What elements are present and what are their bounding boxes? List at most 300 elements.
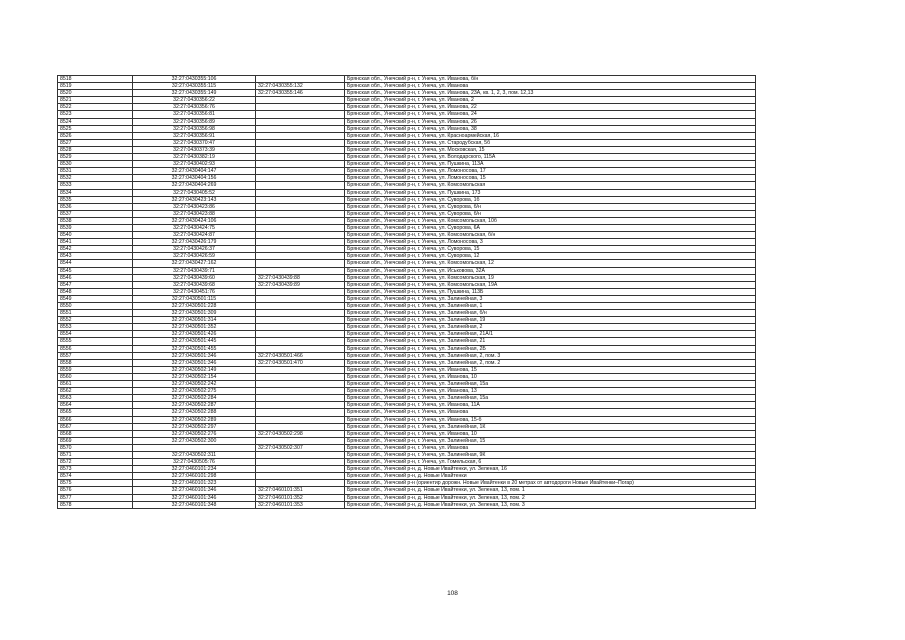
cell-address: Брянская обл., Унечский р-н, г. Унеча, ул. Ломоносова, 17 (345, 168, 756, 175)
cell-row-number: 8531 (58, 168, 133, 175)
cell-row-number: 8554 (58, 331, 133, 338)
cell-parent-cadastral-number (256, 437, 345, 444)
cell-address: Брянская обл., Унечский р-н, д. Новые Ивайтенки (345, 473, 756, 480)
cell-row-number: 8534 (58, 189, 133, 196)
cell-parent-cadastral-number: 32:27:0460101:352 (256, 494, 345, 501)
table-row (58, 487, 756, 494)
cell-parent-cadastral-number: 32:27:0430502:307 (256, 444, 345, 451)
cell-address: Брянская обл., Унечский р-н, г. Унеча, ул. Комсомольская, 19А (345, 281, 756, 288)
cell-cadastral-number: 32:27:0430405:52 (133, 189, 256, 196)
cell-cadastral-number: 32:27:0430502:276 (133, 430, 256, 437)
cell-parent-cadastral-number (256, 76, 345, 83)
cell-row-number: 8550 (58, 303, 133, 310)
cell-parent-cadastral-number: 32:27:0430355:146 (256, 90, 345, 97)
table-row (58, 451, 756, 458)
cell-cadastral-number: 32:27:0460101:346 (133, 494, 256, 501)
cell-address: Брянская обл., Унечский р-н, г. Унеча, ул. Суворова, 15 (345, 246, 756, 253)
table-row (58, 409, 756, 416)
cell-address: Брянская обл., Унечский р-н, г. Унеча, ул. Иванова, 24 (345, 111, 756, 118)
cell-address: Брянская обл., Унечский р-н, г. Унеча, ул. Пушкина, 113А (345, 161, 756, 168)
cell-row-number: 8568 (58, 430, 133, 437)
cell-cadastral-number: 32:27:0430501:115 (133, 295, 256, 302)
cell-address: Брянская обл., Унечский р-н, г. Унеча, ул. Иванова, 15-б (345, 416, 756, 423)
cell-address: Брянская обл., Унечский р-н, г. Унеча, ул. Иванова, 22 (345, 104, 756, 111)
cell-cadastral-number: 32:27:0460101:298 (133, 473, 256, 480)
cell-cadastral-number: 32:27:0430355:115 (133, 83, 256, 90)
cell-address: Брянская обл., Унечский р-н, г. Унеча, ул. Суворова, б/н (345, 210, 756, 217)
cell-row-number: 8577 (58, 494, 133, 501)
cell-address: Брянская обл., Унечский р-н, г. Унеча, ул. Суворова, 1б (345, 196, 756, 203)
cell-parent-cadastral-number (256, 182, 345, 189)
cell-cadastral-number: 32:27:0430501:352 (133, 324, 256, 331)
cell-parent-cadastral-number (256, 175, 345, 182)
table-row (58, 189, 756, 196)
cell-parent-cadastral-number (256, 232, 345, 239)
cell-parent-cadastral-number: 32:27:0430502:298 (256, 430, 345, 437)
cell-parent-cadastral-number (256, 132, 345, 139)
cell-cadastral-number: 32:27:0430402:93 (133, 161, 256, 168)
cell-parent-cadastral-number (256, 480, 345, 487)
cell-parent-cadastral-number (256, 373, 345, 380)
table-row (58, 196, 756, 203)
table-row (58, 154, 756, 161)
cell-parent-cadastral-number (256, 395, 345, 402)
cell-cadastral-number: 32:27:0430426:59 (133, 253, 256, 260)
cell-parent-cadastral-number (256, 317, 345, 324)
cell-parent-cadastral-number (256, 168, 345, 175)
cell-row-number: 8536 (58, 203, 133, 210)
cell-address: Брянская обл., Унечский р-н, г. Унеча, ул. Красноармейская, 16 (345, 132, 756, 139)
cell-cadastral-number: 32:27:0430501:455 (133, 345, 256, 352)
cell-row-number: 8524 (58, 118, 133, 125)
table-row (58, 118, 756, 125)
cell-row-number: 8542 (58, 246, 133, 253)
cell-row-number: 8558 (58, 359, 133, 366)
table-row (58, 104, 756, 111)
cell-address: Брянская обл., Унечский р-н, г. Унеча, ул. Залинейная, б/н (345, 310, 756, 317)
cell-address: Брянская обл., Унечский р-н, г. Унеча, ул. Комсомольская, 19 (345, 274, 756, 281)
cell-parent-cadastral-number: 32:27:0460101:351 (256, 487, 345, 494)
cell-row-number: 8565 (58, 409, 133, 416)
cell-cadastral-number: 32:27:0430355:106 (133, 76, 256, 83)
cell-cadastral-number: 32:27:0430356:89 (133, 118, 256, 125)
table-body (58, 76, 756, 509)
cell-parent-cadastral-number (256, 125, 345, 132)
cell-address: Брянская обл., Унечский р-н, г. Унеча, ул. Комсомольская (345, 182, 756, 189)
cell-address: Брянская обл., Унечский р-н, г. Унеча, ул. Суворова, 6А (345, 224, 756, 231)
cell-row-number: 8562 (58, 388, 133, 395)
cell-address: Брянская обл., Унечский р-н, д. Новые Ивайтенки, ул. Зеленая, 13, пом. 3 (345, 501, 756, 508)
cell-address: Брянская обл., Унечский р-н, г. Унеча, ул. Иванова, 2 (345, 97, 756, 104)
cell-cadastral-number: 32:27:0430373:39 (133, 146, 256, 153)
cell-cadastral-number: 32:27:0430501:309 (133, 310, 256, 317)
cell-address: Брянская обл., Унечский р-н, г. Унеча, ул. Залинейная, 3 (345, 295, 756, 302)
table-row (58, 338, 756, 345)
cell-cadastral-number: 32:27:0430502:288 (133, 409, 256, 416)
cell-address: Брянская обл., Унечский р-н, г. Унеча, ул. Иванова, 23А, кв. 1, 2, 3, пом. 12,13 (345, 90, 756, 97)
table-row (58, 239, 756, 246)
cell-cadastral-number: 32:27:0430502:242 (133, 381, 256, 388)
cell-address: Брянская обл., Унечский р-н, г. Унеча, ул. Ломоносова, 3 (345, 239, 756, 246)
cell-address: Брянская обл., Унечский р-н, д. Новые Ивайтенки, ул. Зеленая, 13, пом. 1 (345, 487, 756, 494)
cell-cadastral-number: 32:27:0430501:426 (133, 331, 256, 338)
cell-row-number: 8575 (58, 480, 133, 487)
cell-cadastral-number: 32:27:0430423:88 (133, 210, 256, 217)
cell-address: Брянская обл., Унечский р-н, г. Унеча, ул. Иванова, 38 (345, 125, 756, 132)
cell-row-number: 8555 (58, 338, 133, 345)
cell-cadastral-number: 32:27:0460101:346 (133, 487, 256, 494)
table-row (58, 76, 756, 83)
cell-address: Брянская обл., Унечский р-н, г. Унеча, ул. Иванова, 13 (345, 388, 756, 395)
cell-cadastral-number: 32:27:0430424:106 (133, 217, 256, 224)
table-row (58, 168, 756, 175)
cell-address: Брянская обл., Унечский р-н, г. Унеча, ул. Залинейная, 2, пом. 3 (345, 352, 756, 359)
cell-cadastral-number: 32:27:0430424:87 (133, 232, 256, 239)
cell-row-number: 8576 (58, 487, 133, 494)
cell-parent-cadastral-number (256, 267, 345, 274)
table-row (58, 402, 756, 409)
table-row (58, 267, 756, 274)
cell-address: Брянская обл., Унечский р-н, г. Унеча, ул. Залинейная, 21 (345, 338, 756, 345)
cell-row-number: 8566 (58, 416, 133, 423)
table-row (58, 217, 756, 224)
cell-parent-cadastral-number (256, 459, 345, 466)
cell-cadastral-number: 32:27:0430439:60 (133, 274, 256, 281)
cell-cadastral-number: 32:27:0430382:19 (133, 154, 256, 161)
cell-row-number: 8559 (58, 366, 133, 373)
cell-address: Брянская обл., Унечский р-н, г. Унеча, ул. Пушкина, 173 (345, 189, 756, 196)
cell-address: Брянская обл., Унечский р-н, г. Унеча, ул. Суворова, б/н (345, 203, 756, 210)
table-row (58, 381, 756, 388)
cell-parent-cadastral-number (256, 253, 345, 260)
cell-row-number: 8539 (58, 224, 133, 231)
cell-address: Брянская обл., Унечский р-н (ориентир дорожн. Новые Ивайтенки в 20 метрах от автодороги Новые Ивайтенки–Погар) (345, 480, 756, 487)
cell-row-number: 8522 (58, 104, 133, 111)
cell-cadastral-number: 32:27:0430423:143 (133, 196, 256, 203)
cell-address: Брянская обл., Унечский р-н, д. Новые Ивайтенки, ул. Зеленая, 13, пом. 2 (345, 494, 756, 501)
cell-cadastral-number: 32:27:0460101:234 (133, 466, 256, 473)
cell-row-number: 8545 (58, 267, 133, 274)
cell-parent-cadastral-number (256, 416, 345, 423)
table-row (58, 352, 756, 359)
cell-address: Брянская обл., Унечский р-н, г. Унеча, ул. Московская, 15 (345, 146, 756, 153)
cell-parent-cadastral-number (256, 473, 345, 480)
cell-row-number: 8551 (58, 310, 133, 317)
cell-row-number: 8528 (58, 146, 133, 153)
cell-address: Брянская обл., Унечский р-н, г. Унеча, ул. Залинейная, 19 (345, 317, 756, 324)
table-row (58, 416, 756, 423)
cell-address: Брянская обл., Унечский р-н, г. Унеча, ул. Залинейная, 1 (345, 303, 756, 310)
cell-row-number: 8521 (58, 97, 133, 104)
cell-row-number: 8532 (58, 175, 133, 182)
cell-address: Брянская обл., Унечский р-н, г. Унеча, ул. Гомельская, 6 (345, 459, 756, 466)
cell-cadastral-number: 32:27:0430356:98 (133, 125, 256, 132)
cell-parent-cadastral-number (256, 111, 345, 118)
cell-address: Брянская обл., Унечский р-н, г. Унеча, ул. Суворова, 12 (345, 253, 756, 260)
cell-parent-cadastral-number (256, 366, 345, 373)
table-row (58, 253, 756, 260)
cell-parent-cadastral-number: 32:27:0430501:470 (256, 359, 345, 366)
cell-parent-cadastral-number (256, 288, 345, 295)
cell-parent-cadastral-number (256, 139, 345, 146)
cell-cadastral-number: 32:27:0430505:76 (133, 459, 256, 466)
table-row (58, 97, 756, 104)
table-row (58, 175, 756, 182)
table-row (58, 146, 756, 153)
table-row (58, 359, 756, 366)
cell-row-number: 8519 (58, 83, 133, 90)
cell-address: Брянская обл., Унечский р-н, г. Унеча, ул. Иванова, 15 (345, 366, 756, 373)
table-row (58, 274, 756, 281)
cell-cadastral-number: 32:27:0430426:179 (133, 239, 256, 246)
table-row (58, 473, 756, 480)
table-row (58, 345, 756, 352)
cell-address: Брянская обл., Унечский р-н, г. Унеча, ул. Иванова, 10 (345, 373, 756, 380)
cell-row-number: 8574 (58, 473, 133, 480)
cell-cadastral-number: 32:27:0430502:297 (133, 423, 256, 430)
cell-cadastral-number: 32:27:0430501:346 (133, 352, 256, 359)
cell-row-number: 8561 (58, 381, 133, 388)
cell-address: Брянская обл., Унечский р-н, г. Унеча, ул. Володарского, 115А (345, 154, 756, 161)
cell-row-number: 8546 (58, 274, 133, 281)
cell-cadastral-number: 32:27:0430502:311 (133, 451, 256, 458)
table-row (58, 373, 756, 380)
cell-address: Брянская обл., Унечский р-н, г. Унеча, ул. Комсомольская, 12 (345, 260, 756, 267)
cell-cadastral-number: 32:27:0430423:86 (133, 203, 256, 210)
table-row (58, 288, 756, 295)
cell-row-number: 8567 (58, 423, 133, 430)
table-row (58, 90, 756, 97)
cell-parent-cadastral-number (256, 423, 345, 430)
table-row (58, 501, 756, 508)
table-row (58, 444, 756, 451)
cell-row-number: 8527 (58, 139, 133, 146)
cell-parent-cadastral-number (256, 104, 345, 111)
cell-parent-cadastral-number (256, 246, 345, 253)
table-row (58, 224, 756, 231)
cell-parent-cadastral-number (256, 224, 345, 231)
cell-cadastral-number: 32:27:0430502:154 (133, 373, 256, 380)
table-row (58, 466, 756, 473)
cell-row-number: 8569 (58, 437, 133, 444)
cell-cadastral-number: 32:27:0460101:323 (133, 480, 256, 487)
table-row (58, 161, 756, 168)
cell-address: Брянская обл., Унечский р-н, г. Унеча, ул. Иванова (345, 83, 756, 90)
table-row (58, 480, 756, 487)
cell-cadastral-number: 32:27:0430439:71 (133, 267, 256, 274)
cell-row-number: 8518 (58, 76, 133, 83)
table-row (58, 331, 756, 338)
table-row (58, 83, 756, 90)
table-row (58, 260, 756, 267)
cell-parent-cadastral-number: 32:27:0430355:132 (256, 83, 345, 90)
table-row (58, 125, 756, 132)
table-row (58, 295, 756, 302)
cell-cadastral-number: 32:27:0430502:275 (133, 388, 256, 395)
cell-parent-cadastral-number (256, 196, 345, 203)
cell-address: Брянская обл., Унечский р-н, г. Унеча, ул. Ломоносова, 15 (345, 175, 756, 182)
cell-parent-cadastral-number (256, 146, 345, 153)
cell-parent-cadastral-number (256, 217, 345, 224)
cell-parent-cadastral-number (256, 189, 345, 196)
cell-row-number: 8556 (58, 345, 133, 352)
cell-row-number: 8572 (58, 459, 133, 466)
table-row (58, 324, 756, 331)
cell-parent-cadastral-number (256, 154, 345, 161)
cell-address: Брянская обл., Унечский р-н, г. Унеча, ул. Залинейная, 9К (345, 451, 756, 458)
cell-parent-cadastral-number (256, 97, 345, 104)
cell-address: Брянская обл., Унечский р-н, г. Унеча, ул. Залинейная, 15 (345, 437, 756, 444)
cell-address: Брянская обл., Унечский р-н, г. Унеча, ул. Иванова, б/н (345, 76, 756, 83)
cell-parent-cadastral-number (256, 260, 345, 267)
cell-cadastral-number: 32:27:0430426:37 (133, 246, 256, 253)
cell-cadastral-number (133, 444, 256, 451)
cell-address: Брянская обл., Унечский р-н, г. Унеча, ул. Залинейная, 21А/1 (345, 331, 756, 338)
cell-parent-cadastral-number (256, 310, 345, 317)
cell-cadastral-number: 32:27:0430424:75 (133, 224, 256, 231)
cell-row-number: 8537 (58, 210, 133, 217)
table-row (58, 139, 756, 146)
cell-cadastral-number: 32:27:0430501:228 (133, 303, 256, 310)
cell-cadastral-number: 32:27:0430502:300 (133, 437, 256, 444)
cell-cadastral-number: 32:27:0430356:91 (133, 132, 256, 139)
cell-cadastral-number: 32:27:0430451:76 (133, 288, 256, 295)
cell-cadastral-number: 32:27:0430502:289 (133, 416, 256, 423)
cell-cadastral-number: 32:27:0430427:162 (133, 260, 256, 267)
cell-parent-cadastral-number (256, 324, 345, 331)
cell-address: Брянская обл., Унечский р-н, г. Унеча, ул. Стародубская, 5б (345, 139, 756, 146)
cell-address: Брянская обл., Унечский р-н, г. Унеча, ул. Комсомольская, б/н (345, 232, 756, 239)
cell-parent-cadastral-number (256, 203, 345, 210)
cell-row-number: 8540 (58, 232, 133, 239)
cell-row-number: 8520 (58, 90, 133, 97)
cell-row-number: 8535 (58, 196, 133, 203)
cell-cadastral-number: 32:27:0430356:22 (133, 97, 256, 104)
cell-row-number: 8541 (58, 239, 133, 246)
table-row (58, 430, 756, 437)
table-row (58, 281, 756, 288)
table-row (58, 423, 756, 430)
cell-parent-cadastral-number (256, 331, 345, 338)
cell-row-number: 8530 (58, 161, 133, 168)
cell-row-number: 8553 (58, 324, 133, 331)
cell-row-number: 8543 (58, 253, 133, 260)
cell-cadastral-number: 32:27:0430439:68 (133, 281, 256, 288)
table-row (58, 303, 756, 310)
cell-row-number: 8578 (58, 501, 133, 508)
property-register-table (57, 75, 756, 509)
table-row (58, 366, 756, 373)
cell-row-number: 8547 (58, 281, 133, 288)
cell-address: Брянская обл., Унечский р-н, г. Унеча, ул. Иванова, 26 (345, 118, 756, 125)
cell-address: Брянская обл., Унечский р-н, г. Унеча, ул. Иванова, 10 (345, 430, 756, 437)
cell-cadastral-number: 32:27:0460101:348 (133, 501, 256, 508)
table-row (58, 317, 756, 324)
cell-parent-cadastral-number (256, 388, 345, 395)
cell-row-number: 8526 (58, 132, 133, 139)
page-number: 108 (447, 590, 458, 597)
cell-cadastral-number: 32:27:0430501:445 (133, 338, 256, 345)
cell-row-number: 8544 (58, 260, 133, 267)
cell-address: Брянская обл., Унечский р-н, г. Унеча, ул. Залинейная, 2, пом. 2 (345, 359, 756, 366)
cell-cadastral-number: 32:27:0430370:47 (133, 139, 256, 146)
cell-parent-cadastral-number (256, 303, 345, 310)
cell-parent-cadastral-number (256, 409, 345, 416)
cell-address: Брянская обл., Унечский р-н, г. Унеча, ул. Иськовова, 32А (345, 267, 756, 274)
cell-row-number: 8548 (58, 288, 133, 295)
table-row (58, 437, 756, 444)
table-row (58, 232, 756, 239)
cell-row-number: 8573 (58, 466, 133, 473)
cell-row-number: 8529 (58, 154, 133, 161)
cell-address: Брянская обл., Унечский р-н, г. Унеча, ул. Иванова (345, 409, 756, 416)
table-row (58, 203, 756, 210)
table-row (58, 132, 756, 139)
table-row (58, 388, 756, 395)
cell-parent-cadastral-number (256, 118, 345, 125)
cell-cadastral-number: 32:27:0430501:346 (133, 359, 256, 366)
cell-address: Брянская обл., Унечский р-н, г. Унеча, ул. Залинейная, 15а (345, 381, 756, 388)
table-row (58, 459, 756, 466)
cell-row-number: 8525 (58, 125, 133, 132)
cell-parent-cadastral-number (256, 239, 345, 246)
cell-row-number: 8533 (58, 182, 133, 189)
cell-parent-cadastral-number (256, 338, 345, 345)
cell-cadastral-number: 32:27:0430404:156 (133, 175, 256, 182)
cell-parent-cadastral-number (256, 295, 345, 302)
cell-address: Брянская обл., Унечский р-н, г. Унеча, ул. Залинейная, 2 (345, 324, 756, 331)
cell-row-number: 8549 (58, 295, 133, 302)
cell-row-number: 8557 (58, 352, 133, 359)
cell-cadastral-number: 32:27:0430404:269 (133, 182, 256, 189)
cell-address: Брянская обл., Унечский р-н, г. Унеча, ул. Иванова, 11А (345, 402, 756, 409)
table-row (58, 111, 756, 118)
cell-parent-cadastral-number (256, 381, 345, 388)
table-row (58, 494, 756, 501)
cell-parent-cadastral-number: 32:27:0460101:353 (256, 501, 345, 508)
cell-row-number: 8560 (58, 373, 133, 380)
cell-row-number: 8564 (58, 402, 133, 409)
cell-address: Брянская обл., Унечский р-н, г. Унеча, ул. Залинейная, 2Б (345, 345, 756, 352)
cell-cadastral-number: 32:27:0430404:147 (133, 168, 256, 175)
cell-cadastral-number: 32:27:0430501:314 (133, 317, 256, 324)
cell-row-number: 8538 (58, 217, 133, 224)
cell-cadastral-number: 32:27:0430502:149 (133, 366, 256, 373)
cell-address: Брянская обл., Унечский р-н, г. Унеча, ул. Комсомольская, 10б (345, 217, 756, 224)
table-row (58, 210, 756, 217)
cell-cadastral-number: 32:27:0430502:287 (133, 402, 256, 409)
cell-cadastral-number: 32:27:0430502:284 (133, 395, 256, 402)
cell-address: Брянская обл., Унечский р-н, г. Унеча, ул. Пушкина, 113Б (345, 288, 756, 295)
cell-parent-cadastral-number: 32:27:0430439:89 (256, 281, 345, 288)
table-row (58, 395, 756, 402)
table-row (58, 310, 756, 317)
cell-cadastral-number: 32:27:0430355:149 (133, 90, 256, 97)
cell-parent-cadastral-number: 32:27:0430439:88 (256, 274, 345, 281)
cell-cadastral-number: 32:27:0430356:81 (133, 111, 256, 118)
table-row (58, 246, 756, 253)
cell-parent-cadastral-number (256, 466, 345, 473)
cell-address: Брянская обл., Унечский р-н, г. Унеча, ул. Залинейная, 1К (345, 423, 756, 430)
cell-parent-cadastral-number (256, 451, 345, 458)
cell-address: Брянская обл., Унечский р-н, д. Новые Ивайтенки, ул. Зеленая, 16 (345, 466, 756, 473)
cell-row-number: 8571 (58, 451, 133, 458)
cell-row-number: 8552 (58, 317, 133, 324)
cell-row-number: 8523 (58, 111, 133, 118)
cell-row-number: 8570 (58, 444, 133, 451)
cell-row-number: 8563 (58, 395, 133, 402)
cell-parent-cadastral-number (256, 402, 345, 409)
